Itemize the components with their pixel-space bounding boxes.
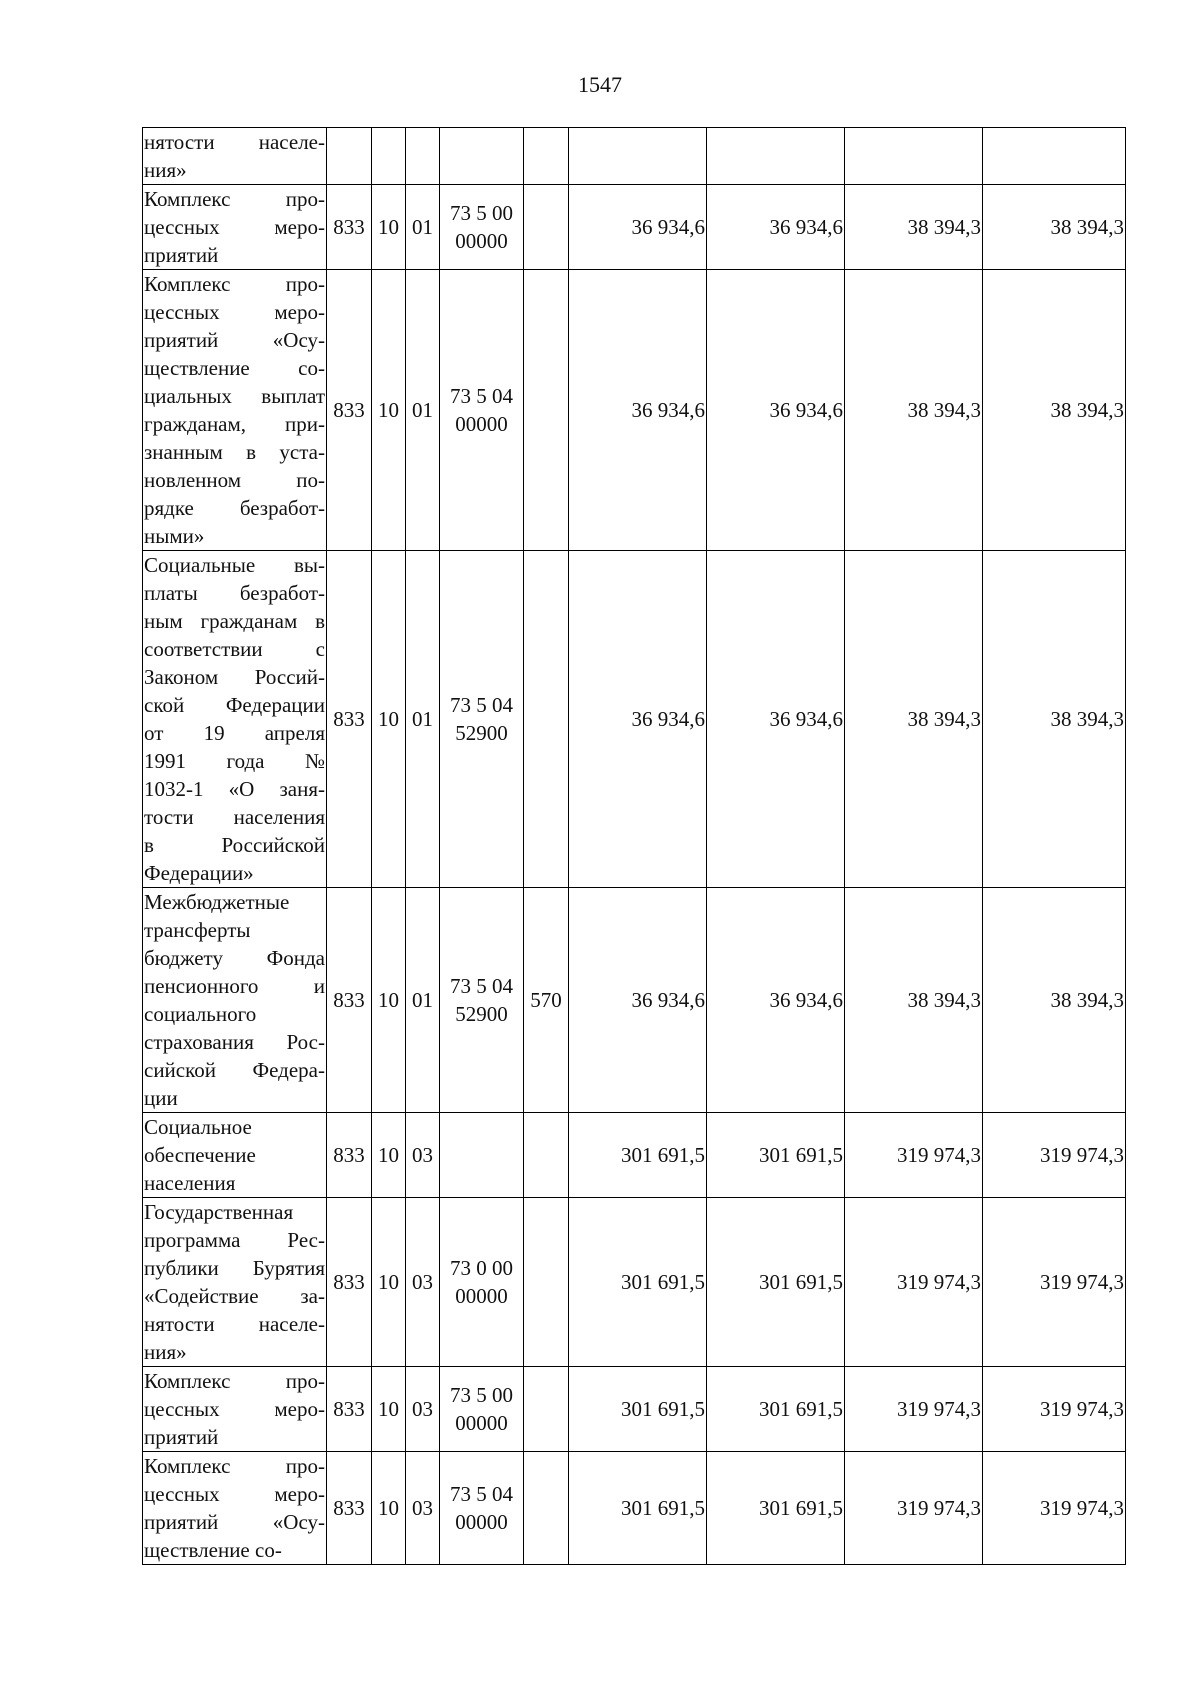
- budget-table: [142, 127, 1126, 1565]
- section-code-cell: 10: [372, 1367, 406, 1452]
- amount-cell-3: 319 974,3: [845, 1452, 983, 1565]
- amount-cell-3: 38 394,3: [845, 185, 983, 270]
- table-row: [143, 270, 1126, 551]
- expense-type-cell: 570: [524, 888, 569, 1113]
- expense-type-cell: [524, 1113, 569, 1198]
- subsection-code-cell: 01: [406, 551, 440, 888]
- section-code-cell: 10: [372, 1198, 406, 1367]
- row-name-line: обеспечение: [144, 1143, 256, 1167]
- row-name-cell: [143, 270, 327, 551]
- grbs-code-cell: 833: [327, 888, 372, 1113]
- table-row: [143, 128, 1126, 185]
- amount-cell-3: 38 394,3: [845, 551, 983, 888]
- amount-cell-3: 38 394,3: [845, 270, 983, 551]
- row-name-line: новленном по-: [144, 468, 325, 492]
- row-name-line: населения: [144, 1171, 236, 1195]
- subsection-code-cell: 01: [406, 270, 440, 551]
- grbs-code-cell: 833: [327, 185, 372, 270]
- row-name-cell: [143, 1452, 327, 1565]
- amount-cell-1: 301 691,5: [569, 1113, 707, 1198]
- table-row: [143, 1113, 1126, 1198]
- grbs-code-cell: 833: [327, 1113, 372, 1198]
- table-row: [143, 1367, 1126, 1452]
- row-name-line: трансферты: [144, 918, 251, 942]
- section-code-cell: 10: [372, 1113, 406, 1198]
- row-name-line: приятий: [144, 243, 219, 267]
- target-article-line: 52900: [455, 1002, 508, 1026]
- section-code-cell: 10: [372, 888, 406, 1113]
- expense-type-cell: [524, 551, 569, 888]
- row-name-line: Межбюджетные: [144, 890, 290, 914]
- grbs-code-cell: 833: [327, 551, 372, 888]
- amount-cell-2: 301 691,5: [707, 1198, 845, 1367]
- row-name-line: пенсионного и: [144, 974, 325, 998]
- page-number: 1547: [578, 72, 622, 97]
- row-name-line: в Российской: [144, 833, 325, 857]
- section-code-cell: 10: [372, 1452, 406, 1565]
- amount-cell-1: 301 691,5: [569, 1452, 707, 1565]
- row-name-cell: [143, 1113, 327, 1198]
- subsection-code-cell: 03: [406, 1198, 440, 1367]
- row-name-line: Комплекс про-: [144, 272, 325, 296]
- target-article-line: 00000: [455, 1510, 508, 1534]
- amount-cell-2: [707, 128, 845, 185]
- amount-cell-4: 38 394,3: [983, 185, 1126, 270]
- row-name-line: ции: [144, 1086, 178, 1110]
- amount-cell-1: 301 691,5: [569, 1198, 707, 1367]
- row-name-cell: [143, 1198, 327, 1367]
- amount-cell-2: 36 934,6: [707, 551, 845, 888]
- row-name-line: публики Бурятия: [144, 1256, 325, 1280]
- amount-cell-1: 301 691,5: [569, 1367, 707, 1452]
- row-name-line: ния»: [144, 158, 187, 182]
- grbs-code-cell: 833: [327, 1198, 372, 1367]
- row-name-line: тости населения: [144, 805, 325, 829]
- subsection-code-cell: [406, 128, 440, 185]
- section-code-cell: 10: [372, 270, 406, 551]
- target-article-cell: [440, 1198, 524, 1367]
- amount-cell-4: 38 394,3: [983, 551, 1126, 888]
- row-name-line: социального: [144, 1002, 257, 1026]
- row-name-line: рядке безработ-: [144, 496, 325, 520]
- row-name-line: программа Рес-: [144, 1228, 325, 1252]
- row-name-line: приятий «Осу-: [144, 1510, 325, 1534]
- row-name-line: соответствии с: [144, 637, 325, 661]
- table-row: [143, 888, 1126, 1113]
- grbs-code-cell: 833: [327, 270, 372, 551]
- target-article-line: 00000: [455, 229, 508, 253]
- subsection-code-cell: 03: [406, 1452, 440, 1565]
- target-article-line: 73 5 00: [450, 1383, 513, 1407]
- amount-cell-4: 319 974,3: [983, 1452, 1126, 1565]
- amount-cell-4: [983, 128, 1126, 185]
- grbs-code-cell: 833: [327, 1367, 372, 1452]
- target-article-line: 00000: [455, 1411, 508, 1435]
- row-name-line: 1991 года №: [144, 749, 325, 773]
- table-row: [143, 551, 1126, 888]
- section-code-cell: 10: [372, 551, 406, 888]
- row-name-line: Законом Россий-: [144, 665, 325, 689]
- row-name-line: ния»: [144, 1340, 187, 1364]
- target-article-cell: [440, 888, 524, 1113]
- amount-cell-3: 38 394,3: [845, 888, 983, 1113]
- amount-cell-4: 319 974,3: [983, 1113, 1126, 1198]
- table-row: [143, 185, 1126, 270]
- amount-cell-1: [569, 128, 707, 185]
- row-name-line: Социальное: [144, 1115, 252, 1139]
- subsection-code-cell: 03: [406, 1113, 440, 1198]
- amount-cell-1: 36 934,6: [569, 270, 707, 551]
- target-article-line: 73 0 00: [450, 1256, 513, 1280]
- target-article-cell: [440, 551, 524, 888]
- grbs-code-cell: [327, 128, 372, 185]
- row-name-line: Федерации»: [144, 861, 254, 885]
- expense-type-cell: [524, 128, 569, 185]
- subsection-code-cell: 01: [406, 888, 440, 1113]
- row-name-line: ществление со-: [144, 1538, 282, 1562]
- table-row: [143, 1198, 1126, 1367]
- row-name-line: знанным в уста-: [144, 440, 325, 464]
- row-name-line: цессных меро-: [144, 215, 325, 239]
- row-name-line: ществление со-: [144, 356, 325, 380]
- target-article-line: 73 5 04: [450, 1482, 513, 1506]
- row-name-line: платы безработ-: [144, 581, 325, 605]
- target-article-cell: [440, 1113, 524, 1198]
- row-name-line: цессных меро-: [144, 1482, 325, 1506]
- amount-cell-2: 36 934,6: [707, 888, 845, 1113]
- amount-cell-3: 319 974,3: [845, 1367, 983, 1452]
- row-name-line: Комплекс про-: [144, 1454, 325, 1478]
- row-name-line: бюджету Фонда: [144, 946, 325, 970]
- amount-cell-3: 319 974,3: [845, 1198, 983, 1367]
- row-name-line: цессных меро-: [144, 1397, 325, 1421]
- row-name-cell: [143, 128, 327, 185]
- row-name-line: нятости населе-: [144, 130, 325, 154]
- expense-type-cell: [524, 1367, 569, 1452]
- target-article-line: 73 5 04: [450, 384, 513, 408]
- row-name-line: сийской Федера-: [144, 1058, 325, 1082]
- target-article-line: 52900: [455, 721, 508, 745]
- expense-type-cell: [524, 1198, 569, 1367]
- row-name-cell: [143, 185, 327, 270]
- target-article-line: 73 5 00: [450, 201, 513, 225]
- subsection-code-cell: 01: [406, 185, 440, 270]
- row-name-line: нятости населе-: [144, 1312, 325, 1336]
- expense-type-cell: [524, 1452, 569, 1565]
- amount-cell-2: 36 934,6: [707, 270, 845, 551]
- row-name-line: Комплекс про-: [144, 187, 325, 211]
- row-name-line: 1032-1 «О заня-: [144, 777, 325, 801]
- amount-cell-2: 301 691,5: [707, 1367, 845, 1452]
- row-name-line: Социальные вы-: [144, 553, 325, 577]
- subsection-code-cell: 03: [406, 1367, 440, 1452]
- section-code-cell: [372, 128, 406, 185]
- amount-cell-2: 36 934,6: [707, 185, 845, 270]
- amount-cell-3: 319 974,3: [845, 1113, 983, 1198]
- target-article-cell: [440, 1367, 524, 1452]
- target-article-line: 00000: [455, 1284, 508, 1308]
- amount-cell-4: 319 974,3: [983, 1198, 1126, 1367]
- section-code-cell: 10: [372, 185, 406, 270]
- row-name-line: от 19 апреля: [144, 721, 325, 745]
- target-article-cell: [440, 185, 524, 270]
- row-name-line: гражданам, при-: [144, 412, 325, 436]
- row-name-line: «Содействие за-: [144, 1284, 325, 1308]
- row-name-cell: [143, 551, 327, 888]
- table-body: [143, 128, 1126, 1565]
- row-name-line: ным гражданам в: [144, 609, 325, 633]
- row-name-line: цессных меро-: [144, 300, 325, 324]
- row-name-line: циальных выплат: [144, 384, 325, 408]
- target-article-cell: [440, 128, 524, 185]
- amount-cell-2: 301 691,5: [707, 1113, 845, 1198]
- target-article-line: 73 5 04: [450, 693, 513, 717]
- row-name-line: приятий: [144, 1425, 219, 1449]
- target-article-cell: [440, 270, 524, 551]
- table-row: [143, 1452, 1126, 1565]
- amount-cell-3: [845, 128, 983, 185]
- target-article-cell: [440, 1452, 524, 1565]
- expense-type-cell: [524, 270, 569, 551]
- expense-type-cell: [524, 185, 569, 270]
- row-name-line: страхования Рос-: [144, 1030, 325, 1054]
- amount-cell-1: 36 934,6: [569, 185, 707, 270]
- amount-cell-1: 36 934,6: [569, 888, 707, 1113]
- amount-cell-4: 38 394,3: [983, 270, 1126, 551]
- row-name-line: приятий «Осу-: [144, 328, 325, 352]
- target-article-line: 00000: [455, 412, 508, 436]
- row-name-cell: [143, 888, 327, 1113]
- amount-cell-2: 301 691,5: [707, 1452, 845, 1565]
- row-name-line: ской Федерации: [144, 693, 325, 717]
- amount-cell-1: 36 934,6: [569, 551, 707, 888]
- amount-cell-4: 319 974,3: [983, 1367, 1126, 1452]
- grbs-code-cell: 833: [327, 1452, 372, 1565]
- row-name-cell: [143, 1367, 327, 1452]
- row-name-line: ными»: [144, 524, 205, 548]
- row-name-line: Комплекс про-: [144, 1369, 325, 1393]
- row-name-line: Государственная: [144, 1200, 294, 1224]
- target-article-line: 73 5 04: [450, 974, 513, 998]
- amount-cell-4: 38 394,3: [983, 888, 1126, 1113]
